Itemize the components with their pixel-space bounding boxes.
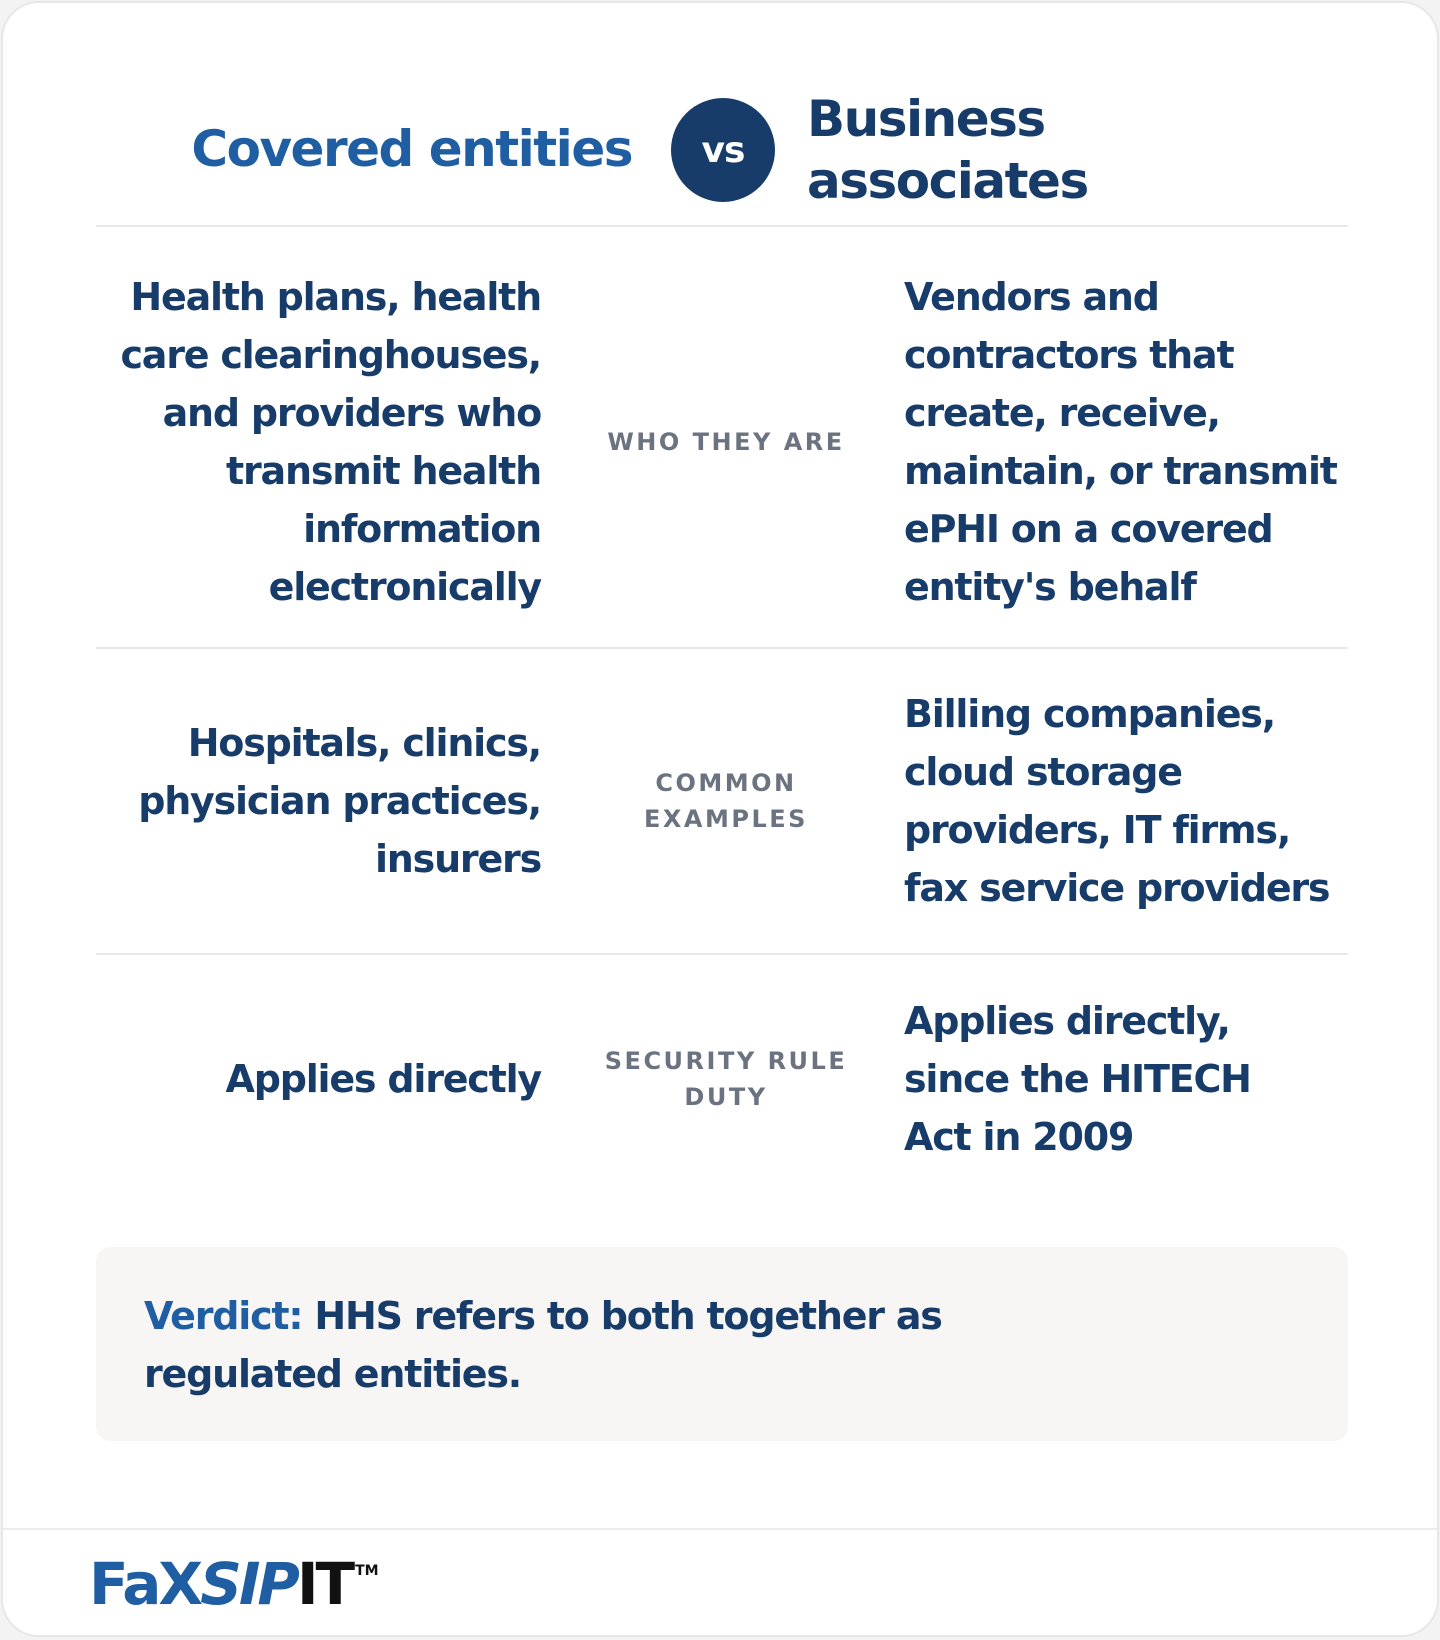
row-label-text: DUTY <box>684 1083 768 1111</box>
business-associates-title <box>807 88 1227 212</box>
text-line: ePHI on a covered <box>904 507 1273 551</box>
row-label-who-they-are <box>576 257 876 627</box>
text-line: Applies directly <box>225 1057 541 1101</box>
text-line: and providers who <box>162 391 541 435</box>
row-label-common-examples <box>576 675 876 927</box>
logo-part-sip: SIP <box>200 1550 297 1618</box>
text-line: providers, IT firms, <box>904 808 1291 852</box>
row-divider <box>96 647 1348 649</box>
row-label-text: EXAMPLES <box>644 805 808 833</box>
business-associates-title-line2: associates <box>807 152 1088 210</box>
text-line: electronically <box>268 565 541 609</box>
vs-badge: vs <box>671 98 775 202</box>
text-line: Act in 2009 <box>904 1115 1134 1159</box>
text-line: maintain, or transmit <box>904 449 1337 493</box>
text-line: fax service providers <box>904 866 1330 910</box>
verdict-box <box>96 1247 1348 1441</box>
text-line: Hospitals, clinics, <box>187 721 541 765</box>
business-associates-title-line1: Business <box>807 90 1045 148</box>
row-security-rule-duty <box>96 981 1348 1177</box>
comparison-header <box>3 3 1437 225</box>
text-line: Health plans, health <box>130 275 541 319</box>
covered-entities-duty <box>96 981 541 1177</box>
business-associates-duty <box>904 981 1352 1177</box>
text-line: information <box>303 507 541 551</box>
text-line: contractors that <box>904 333 1234 377</box>
text-line: physician practices, <box>138 779 541 823</box>
logo-trademark: TM <box>355 1563 379 1579</box>
comparison-card <box>1 1 1439 1637</box>
text-line: Applies directly, <box>904 999 1230 1043</box>
covered-entities-title: Covered entities <box>191 120 632 178</box>
text-line: Billing companies, <box>904 692 1275 736</box>
text-line: Vendors and <box>904 275 1159 319</box>
covered-entities-who <box>96 257 541 627</box>
logo-part-it: IT <box>296 1550 353 1618</box>
verdict-body: HHS refers to both together as regulated entities. <box>144 1294 942 1396</box>
text-line: since the HITECH <box>904 1057 1251 1101</box>
verdict-label: Verdict: <box>144 1294 303 1338</box>
row-who-they-are <box>96 257 1348 627</box>
header-divider <box>96 225 1348 227</box>
business-associates-examples <box>904 675 1352 927</box>
text-line: entity's behalf <box>904 565 1196 609</box>
row-label-text: COMMON <box>655 769 797 797</box>
row-common-examples <box>96 675 1348 927</box>
text-line: cloud storage <box>904 750 1182 794</box>
row-divider <box>96 953 1348 955</box>
footer-divider <box>3 1528 1437 1530</box>
text-line: insurers <box>374 837 541 881</box>
business-associates-who <box>904 257 1352 627</box>
logo-part-fax: FaX <box>89 1550 201 1618</box>
row-label-security-rule-duty <box>576 981 876 1177</box>
text-line: transmit health <box>226 449 541 493</box>
faxsipit-logo <box>89 1550 379 1618</box>
verdict-text <box>144 1287 1144 1403</box>
covered-entities-examples <box>96 675 541 927</box>
text-line: care clearinghouses, <box>120 333 541 377</box>
row-label-text: SECURITY RULE <box>604 1047 848 1075</box>
text-line: create, receive, <box>904 391 1220 435</box>
row-label-text: WHO THEY ARE <box>607 428 845 456</box>
